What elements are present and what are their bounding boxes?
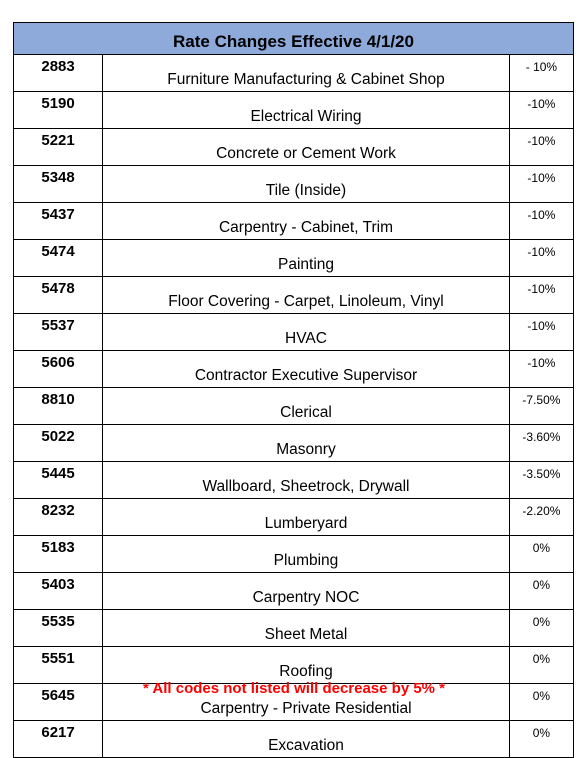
table-row bbox=[14, 610, 574, 647]
footnote: * All codes not listed will decrease by 5% * bbox=[142, 680, 446, 697]
table-header-row bbox=[14, 23, 574, 55]
table-row bbox=[14, 425, 574, 462]
rate-change: 0% bbox=[509, 721, 573, 758]
table-row bbox=[14, 55, 574, 92]
class-code: 5022 bbox=[14, 425, 103, 462]
rate-change: -10% bbox=[509, 351, 573, 388]
class-description: Painting bbox=[103, 240, 510, 277]
class-description: Carpentry - Cabinet, Trim bbox=[103, 203, 510, 240]
table-body bbox=[14, 55, 574, 758]
rate-change: 0% bbox=[509, 647, 573, 684]
class-description: Concrete or Cement Work bbox=[103, 129, 510, 166]
rate-change: -10% bbox=[509, 277, 573, 314]
class-code: 5606 bbox=[14, 351, 103, 388]
table-row bbox=[14, 573, 574, 610]
table-row bbox=[14, 721, 574, 758]
table-row bbox=[14, 499, 574, 536]
class-code: 8232 bbox=[14, 499, 103, 536]
class-description: Carpentry NOC bbox=[103, 573, 510, 610]
rate-change: -10% bbox=[509, 92, 573, 129]
rate-change: -3.60% bbox=[509, 425, 573, 462]
class-code: 5537 bbox=[14, 314, 103, 351]
table-row bbox=[14, 203, 574, 240]
table-row bbox=[14, 166, 574, 203]
class-description: Clerical bbox=[103, 388, 510, 425]
rate-change: -7.50% bbox=[509, 388, 573, 425]
class-description: Floor Covering - Carpet, Linoleum, Vinyl bbox=[103, 277, 510, 314]
table-row bbox=[14, 536, 574, 573]
class-code: 5535 bbox=[14, 610, 103, 647]
class-description: HVAC bbox=[103, 314, 510, 351]
class-description: Masonry bbox=[103, 425, 510, 462]
class-code: 5445 bbox=[14, 462, 103, 499]
table-title: Rate Changes Effective 4/1/20 bbox=[14, 23, 574, 55]
class-description: Carpentry - Private Residential bbox=[103, 684, 510, 721]
table-row bbox=[14, 277, 574, 314]
rate-change: -2.20% bbox=[509, 499, 573, 536]
class-description: Electrical Wiring bbox=[103, 92, 510, 129]
table-row bbox=[14, 240, 574, 277]
rate-change: 0% bbox=[509, 573, 573, 610]
class-description: Tile (Inside) bbox=[103, 166, 510, 203]
class-description: Sheet Metal bbox=[103, 610, 510, 647]
class-code: 5221 bbox=[14, 129, 103, 166]
class-code: 5551 bbox=[14, 647, 103, 684]
table-row bbox=[14, 129, 574, 166]
class-code: 5348 bbox=[14, 166, 103, 203]
class-description: Furniture Manufacturing & Cabinet Shop bbox=[103, 55, 510, 92]
class-description: Excavation bbox=[103, 721, 510, 758]
rate-changes-table bbox=[13, 22, 574, 758]
class-code: 5183 bbox=[14, 536, 103, 573]
table-row bbox=[14, 647, 574, 684]
class-description: Roofing bbox=[103, 647, 510, 684]
table-row bbox=[14, 462, 574, 499]
class-code: 8810 bbox=[14, 388, 103, 425]
class-code: 5474 bbox=[14, 240, 103, 277]
class-description: Wallboard, Sheetrock, Drywall bbox=[103, 462, 510, 499]
class-code: 2883 bbox=[14, 55, 103, 92]
class-description: Plumbing bbox=[103, 536, 510, 573]
rate-change: -10% bbox=[509, 129, 573, 166]
rate-change: -10% bbox=[509, 314, 573, 351]
class-code: 5190 bbox=[14, 92, 103, 129]
table-row bbox=[14, 388, 574, 425]
table-row bbox=[14, 92, 574, 129]
rate-change: -10% bbox=[509, 203, 573, 240]
rate-change: -3.50% bbox=[509, 462, 573, 499]
table-row bbox=[14, 351, 574, 388]
class-code: 5403 bbox=[14, 573, 103, 610]
rate-change: 0% bbox=[509, 536, 573, 573]
class-code: 5645 bbox=[14, 684, 103, 721]
rate-change: -10% bbox=[509, 166, 573, 203]
class-code: 5478 bbox=[14, 277, 103, 314]
table-row bbox=[14, 314, 574, 351]
class-description: Lumberyard bbox=[103, 499, 510, 536]
class-description: Contractor Executive Supervisor bbox=[103, 351, 510, 388]
rate-change: -10% bbox=[509, 240, 573, 277]
class-code: 6217 bbox=[14, 721, 103, 758]
class-code: 5437 bbox=[14, 203, 103, 240]
rate-change: - 10% bbox=[509, 55, 573, 92]
rate-change: 0% bbox=[509, 610, 573, 647]
rate-change: 0% bbox=[509, 684, 573, 721]
